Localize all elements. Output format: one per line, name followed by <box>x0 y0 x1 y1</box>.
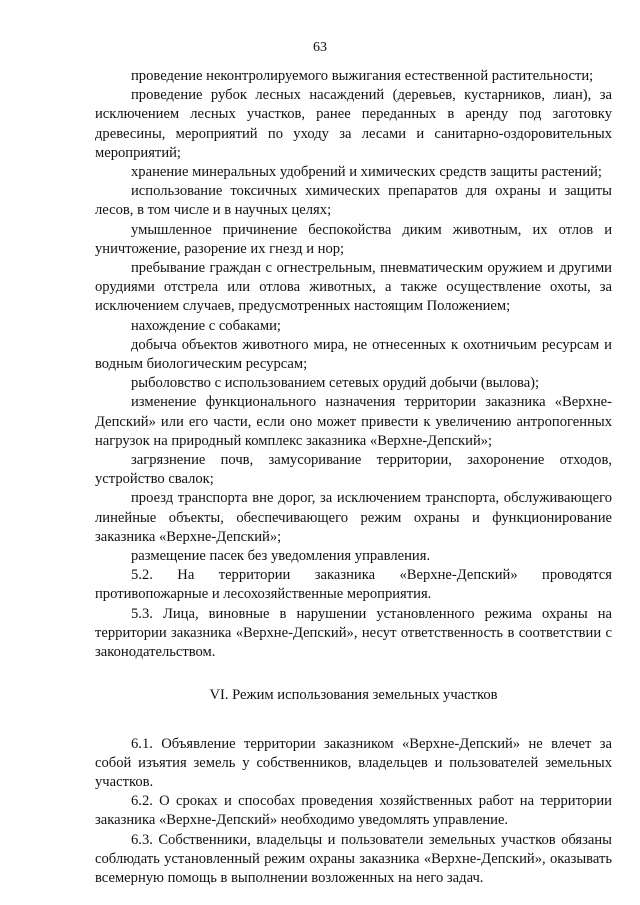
paragraph: проведение неконтролируемого выжигания естественной растительности; <box>131 68 594 84</box>
paragraph: 5.2. На территории заказника «Верхне-Депский» проводятся противопожарные и лесохозяйственные мероприятия. <box>95 567 612 603</box>
prohibitions-list <box>95 67 612 662</box>
paragraph: хранение минеральных удобрений и химических средств защиты растений; <box>131 164 602 181</box>
page-number: 63 <box>313 40 327 55</box>
paragraph: размещение пасек без уведомления управления. <box>131 548 431 565</box>
document-body <box>95 67 612 888</box>
paragraph: умышленное причинение беспокойства диким животным, их отлов и уничтожение, разорение их гнезд и нор; <box>95 221 612 257</box>
paragraph: изменение функционального назначения территории заказника «Верхне-Депский» или его части, если оно может привести к увеличению антропогенных нагрузок на природный комплекс заказника «Верхне-Депский»; <box>95 394 612 449</box>
paragraph: проезд транспорта вне дорог, за исключением транспорта, обслуживающего линейные объекты, обеспечивающего режим охраны и функционирование заказника «Верхне-Депский»; <box>95 490 612 545</box>
paragraph: нахождение с собаками; <box>131 317 281 334</box>
paragraph: проведение рубок лесных насаждений (деревьев, кустарников, лиан), за исключением лесных участков, ранее переданных в аренду под заготовку древесины, мероприятий по уходу за лесами и санитарно-оздоровительных мероприятий; <box>95 87 612 161</box>
paragraph: 6.3. Собственники, владельцы и пользователи земельных участков обязаны соблюдать установленный режим охраны заказника «Верхне-Депский», оказывать всемерную помощь в выполнении возложенных на него задач. <box>95 831 612 886</box>
paragraph: добыча объектов животного мира, не отнесенных к охотничьим ресурсам и водным биологическим ресурсам; <box>95 336 612 373</box>
paragraph: пребывание граждан с огнестрельным, пневматическим оружием и другими орудиями отстрела или отлова животных, а также осуществление охоты, за исключением случаев, предусмотренных настоящим Положением; <box>95 260 612 315</box>
paragraph: 5.3. Лица, виновные в нарушении установленного режима охраны на территории заказника «Верхне-Депский», несут ответственность в соответствии с законодательством. <box>95 605 612 661</box>
paragraph: 6.1. Объявление территории заказником «Верхне-Депский» не влечет за собой изъятия земель у собственников, владельцев и пользователей земельных участков. <box>95 735 612 790</box>
paragraph: использование токсичных химических препаратов для охраны и защиты лесов, в том числе и в научных целях; <box>95 183 612 219</box>
land-use-paragraphs <box>95 735 612 889</box>
paragraph: 6.2. О сроках и способах проведения хозяйственных работ на территории заказника «Верхне-Депский» необходимо уведомлять управление. <box>95 793 612 829</box>
paragraph: рыболовство с использованием сетевых орудий добычи (вылова); <box>131 375 540 392</box>
section-heading: VI. Режим использования земельных участков <box>209 687 498 704</box>
paragraph: загрязнение почв, замусоривание территории, захоронение отходов, устройство свалок; <box>95 452 612 488</box>
